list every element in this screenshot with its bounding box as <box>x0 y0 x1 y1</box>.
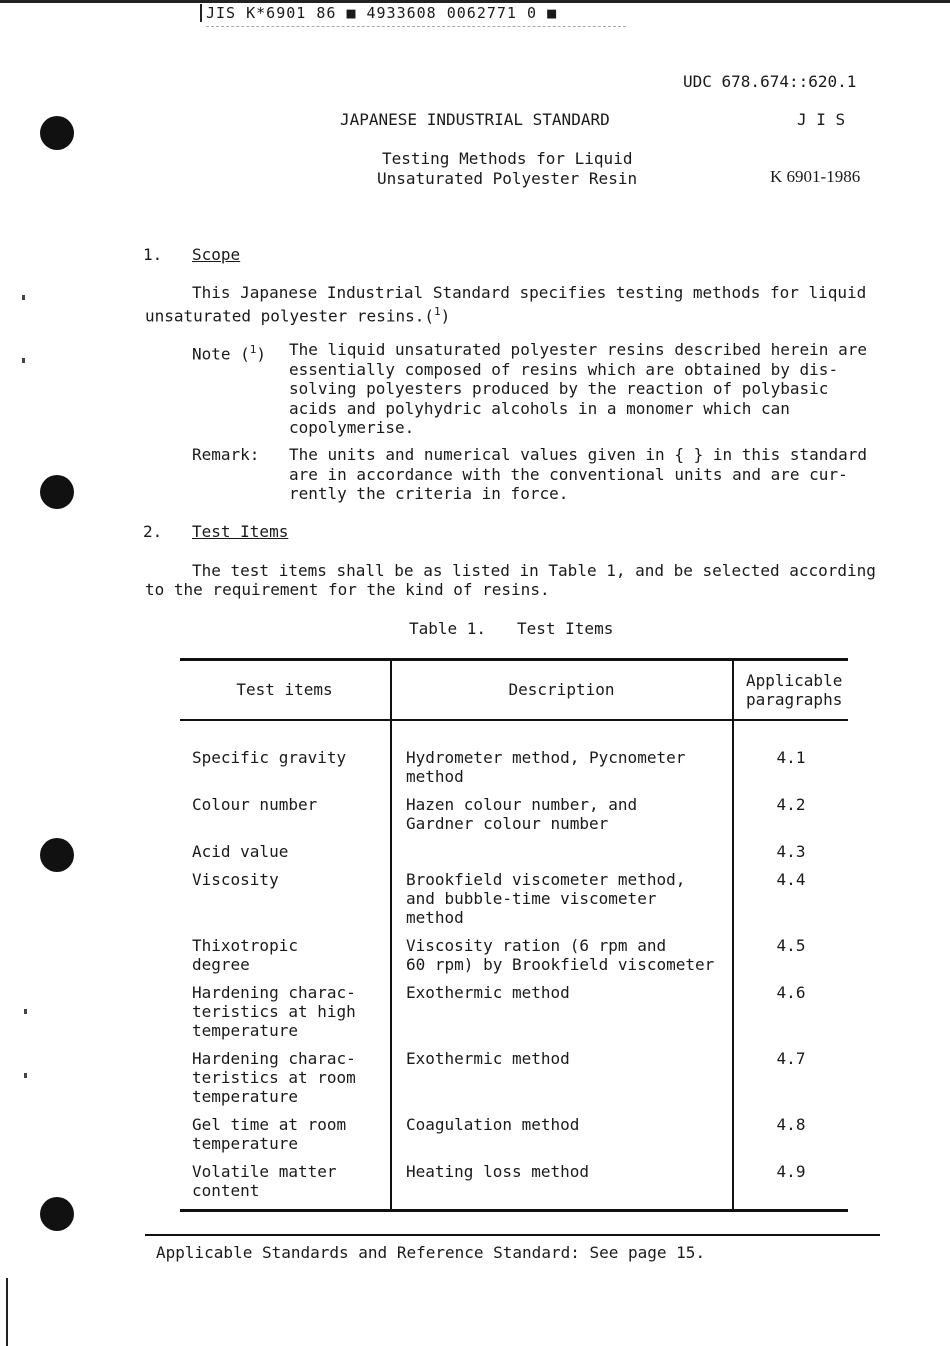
table-header-row <box>180 660 848 721</box>
footnote-ref: 1 <box>433 305 441 318</box>
paragraph-cell: 4.6 <box>776 983 806 1002</box>
scan-mark <box>24 1009 27 1014</box>
description-cell: Exothermic method <box>391 983 733 1049</box>
test-item-cell: Specific gravity <box>192 748 347 767</box>
test-item-cell: Hardening charac- teristics at high temperature <box>192 983 356 1040</box>
top-edge-line <box>0 0 950 3</box>
note-body: The liquid unsaturated polyester resins described herein are essentially composed of resins which are obtained by dis- solving polyesters produced by the reaction of polybasic acids and polyhydric alcohols in a monomer which can copolymerise. <box>289 340 867 437</box>
note-label: Note ($^1$) <box>192 343 267 364</box>
paragraph-cell: 4.8 <box>776 1115 806 1134</box>
scope-paragraph-line: unsaturated polyester resins.($^1$) <box>145 305 451 326</box>
test-item-cell: Colour number <box>192 795 318 814</box>
paragraph-cell: 4.7 <box>776 1049 806 1068</box>
remark-body: The units and numerical values given in { } in this standard are in accordance with the conventional units and are cur- rently the criteria in force. <box>289 445 867 503</box>
test-items-table <box>180 658 848 1212</box>
scan-mark <box>22 358 25 363</box>
test-item-cell: Thixotropic degree <box>192 936 298 974</box>
description-cell: Brookfield viscometer method, and bubble-time viscometer method <box>391 870 733 936</box>
paragraph-cell: 4.5 <box>776 936 806 955</box>
scan-mark <box>24 1073 27 1078</box>
header-block-icon: ■ <box>346 4 357 22</box>
paragraph-cell: 4.2 <box>776 795 806 814</box>
jis-mark: J I S <box>797 110 846 129</box>
scan-mark <box>22 295 25 300</box>
standard-org: JAPANESE INDUSTRIAL STANDARD <box>340 110 610 129</box>
test-item-cell: Hardening charac- teristics at room temperature <box>192 1049 356 1106</box>
test-item-cell: Volatile matter content <box>192 1162 337 1200</box>
column-header: Test items <box>236 680 333 700</box>
description-cell: Heating loss method <box>391 1162 733 1211</box>
doc-number: K 6901-1986 <box>770 167 861 186</box>
header-code-right: 4933608 0062771 0 <box>366 4 538 22</box>
table-row <box>180 870 848 936</box>
description-cell: Hydrometer method, Pycnometer method <box>391 720 733 795</box>
scope-paragraph-line: This Japanese Industrial Standard specifies testing methods for liquid <box>192 283 867 302</box>
description-cell: Hazen colour number, and Gardner colour number <box>391 795 733 842</box>
scan-edge-line <box>6 1278 8 1346</box>
column-header: Description <box>391 660 733 721</box>
doc-title-line1: Testing Methods for Liquid <box>382 149 633 168</box>
punch-hole-icon <box>40 116 74 150</box>
test-items-paragraph-line: to the requirement for the kind of resins. <box>145 580 550 599</box>
header-code <box>200 4 557 22</box>
column-header: Applicable paragraphs <box>746 670 843 709</box>
paragraph-cell: 4.9 <box>776 1162 806 1181</box>
footer-reference: Applicable Standards and Reference Standard: See page 15. <box>156 1243 706 1262</box>
paragraph-cell: 4.1 <box>776 748 806 767</box>
table-row <box>180 1049 848 1115</box>
table-row <box>180 1162 848 1211</box>
table-caption-title: Test Items <box>517 619 614 638</box>
description-cell: Exothermic method <box>391 1049 733 1115</box>
test-items-paragraph-line: The test items shall be as listed in Table 1, and be selected according <box>192 561 876 580</box>
footer-rule <box>145 1234 880 1236</box>
punch-hole-icon <box>40 838 74 872</box>
table-row <box>180 983 848 1049</box>
doc-title-line2: Unsaturated Polyester Resin <box>377 169 638 188</box>
table-row <box>180 720 848 795</box>
table-row <box>180 936 848 983</box>
header-underline <box>206 26 626 27</box>
table-row <box>180 795 848 842</box>
remark-label: Remark: <box>192 445 260 464</box>
test-item-cell: Acid value <box>192 842 289 861</box>
punch-hole-icon <box>40 1197 74 1231</box>
section-number: 1. <box>143 245 163 264</box>
description-cell: Viscosity ration (6 rpm and 60 rpm) by Brookfield viscometer <box>391 936 733 983</box>
udc-number: UDC 678.674::620.1 <box>683 72 857 91</box>
punch-hole-icon <box>40 475 74 509</box>
table-row <box>180 842 848 870</box>
paragraph-cell: 4.3 <box>776 842 806 861</box>
section-number: 2. <box>143 522 163 541</box>
section-heading: Scope <box>192 245 241 264</box>
test-item-cell: Viscosity <box>192 870 279 889</box>
header-block-icon-end: ■ <box>547 4 558 22</box>
header-code-left: JIS K*6901 86 <box>200 4 336 22</box>
test-item-cell: Gel time at room temperature <box>192 1115 347 1153</box>
table-caption-label: Table 1. <box>409 619 487 638</box>
description-cell: Coagulation method <box>391 1115 733 1162</box>
section-heading: Test Items <box>192 522 289 541</box>
paragraph-cell: 4.4 <box>776 870 806 889</box>
table-row <box>180 1115 848 1162</box>
description-cell <box>391 842 733 870</box>
